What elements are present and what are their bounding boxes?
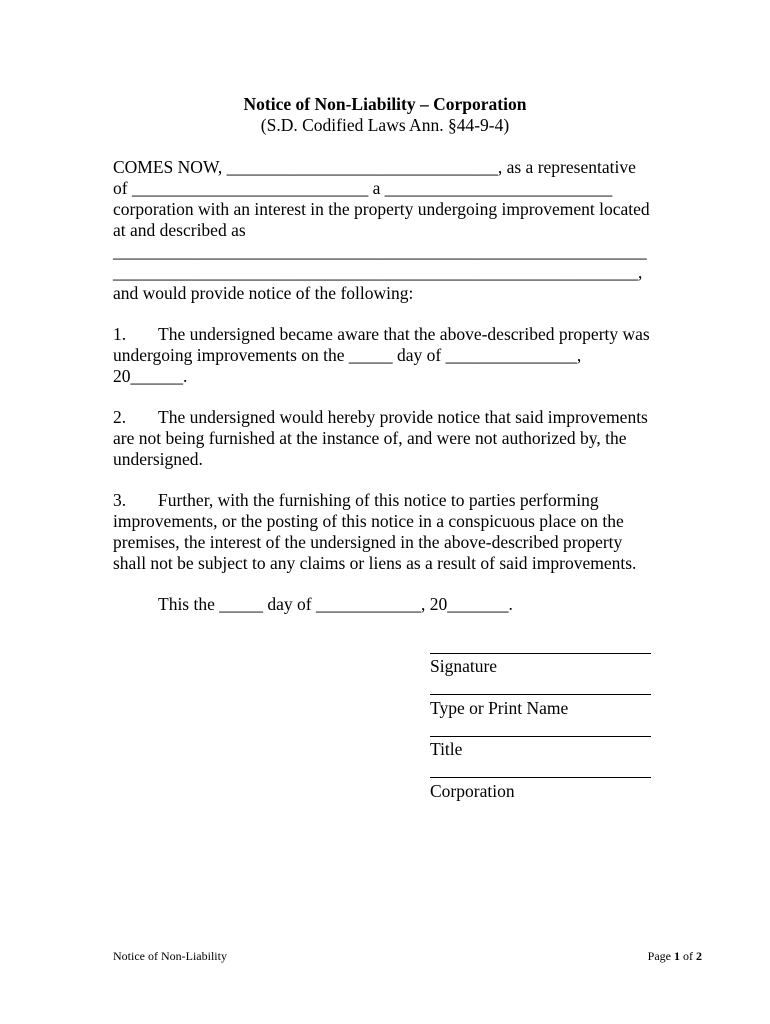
document-title: Notice of Non-Liability – Corporation	[243, 94, 527, 114]
intro-line-7: and would provide notice of the following:	[113, 283, 414, 303]
date-line: This the _____ day of ____________, 20_______.	[158, 594, 513, 614]
item-2-number: 2.	[113, 407, 127, 427]
title-blank	[430, 736, 651, 737]
item-2-line-3: undersigned.	[113, 449, 203, 469]
signature-label: Signature	[430, 656, 498, 676]
corporation-label: Corporation	[430, 781, 515, 801]
print-name-blank	[430, 694, 651, 695]
item-2-line-2: are not being furnished at the instance of, and were not authorized by, the	[113, 428, 627, 448]
print-name-label: Type or Print Name	[430, 698, 569, 718]
item-3-line-4: shall not be subject to any claims or liens as a result of said improvements.	[113, 553, 637, 573]
footer-document-name: Notice of Non-Liability	[113, 949, 227, 963]
corporation-blank	[430, 777, 651, 778]
property-description-line-2: ____________________________________________________________,	[113, 262, 643, 282]
intro-line-1: COMES NOW, _______________________________, as a representative	[113, 157, 636, 177]
item-1-line-2: undergoing improvements on the _____ day of _______________,	[113, 345, 582, 365]
title-label: Title	[430, 739, 463, 759]
property-description-line-1: _____________________________________________________________	[113, 241, 647, 261]
item-3-line-2: improvements, or the posting of this notice in a conspicuous place on the	[113, 511, 624, 531]
item-1-number: 1.	[113, 324, 127, 344]
item-3-line-1: 3. Further, with the furnishing of this notice to parties performing	[113, 490, 599, 510]
item-3-number: 3.	[113, 490, 127, 510]
item-1-line-1: 1. The undersigned became aware that the above-described property was	[113, 324, 650, 344]
footer-page-number: Page 1 of 2	[647, 949, 702, 963]
intro-line-2: of ___________________________ a __________________________	[113, 178, 613, 198]
signature-blank	[430, 653, 651, 654]
intro-line-4: at and described as	[113, 220, 246, 240]
item-1-line-3: 20______.	[113, 366, 188, 386]
item-3-line-3: premises, the interest of the undersigned in the above-described property	[113, 532, 623, 552]
statute-citation: (S.D. Codified Laws Ann. §44-9-4)	[260, 115, 510, 135]
item-2-line-1: 2. The undersigned would hereby provide notice that said improvements	[113, 407, 648, 427]
intro-line-3: corporation with an interest in the property undergoing improvement located	[113, 199, 650, 219]
